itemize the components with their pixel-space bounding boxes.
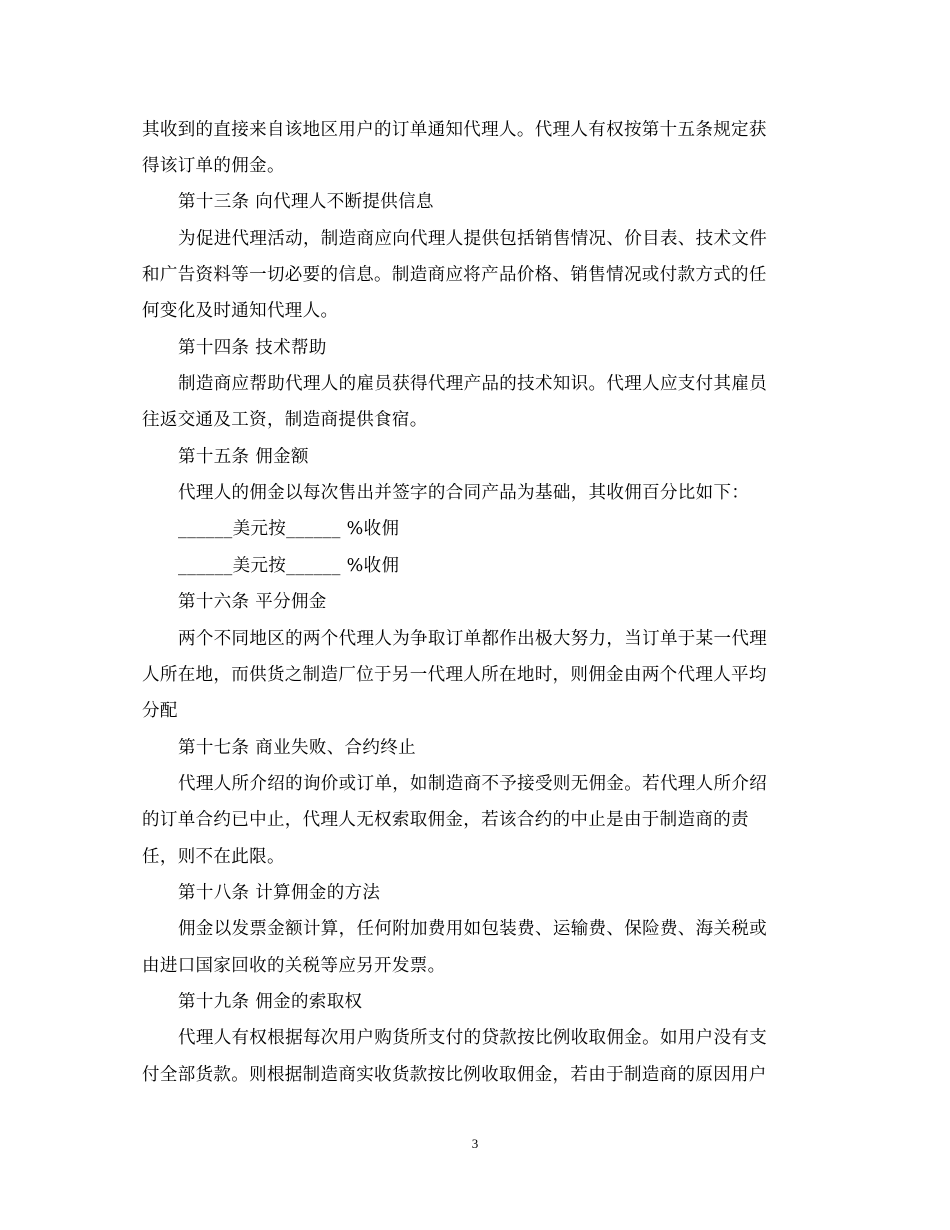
paragraph-line: 代理人所介绍的询价或订单，如制造商不予接受则无佣金。若代理人所介绍	[178, 774, 768, 794]
article-heading: 第十七条 商业失败、合约终止	[178, 738, 416, 758]
paragraph-line: 和广告资料等一切必要的信息。制造商应将产品价格、销售情况或付款方式的任	[142, 265, 767, 285]
paragraph-line: 其收到的直接来自该地区用户的订单通知代理人。代理人有权按第十五条规定获	[142, 120, 767, 140]
paragraph-line: 两个不同地区的两个代理人为争取订单都作出极大努力，当订单于某一代理	[178, 629, 768, 649]
commission-rate-line: ______美元按______ %收佣	[178, 519, 400, 539]
article-heading: 第十四条 技术帮助	[178, 338, 327, 358]
article-heading: 第十三条 向代理人不断提供信息	[178, 192, 434, 212]
commission-rate-line: ______美元按______ %收佣	[178, 556, 400, 576]
article-heading: 第十五条 佣金额	[178, 447, 309, 467]
article-heading: 第十九条 佣金的索取权	[178, 992, 363, 1012]
paragraph-line: 制造商应帮助代理人的雇员获得代理产品的技术知识。代理人应支付其雇员	[178, 374, 768, 394]
article-heading: 第十八条 计算佣金的方法	[178, 883, 381, 903]
paragraph-line: 付全部货款。则根据制造商实收货款按比例收取佣金，若由于制造商的原因用户	[142, 1065, 767, 1085]
paragraph-line: 何变化及时通知代理人。	[142, 301, 339, 321]
paragraph-line: 代理人的佣金以每次售出并签字的合同产品为基础，其收佣百分比如下：	[178, 483, 750, 503]
paragraph-line: 分配	[142, 701, 178, 721]
article-heading: 第十六条 平分佣金	[178, 592, 327, 612]
paragraph-line: 人所在地，而供货之制造厂位于另一代理人所在地时，则佣金由两个代理人平均	[142, 665, 767, 685]
paragraph-line: 由进口国家回收的关税等应另开发票。	[142, 956, 446, 976]
paragraph-line: 得该订单的佣金。	[142, 156, 285, 176]
paragraph-line: 往返交通及工资，制造商提供食宿。	[142, 410, 428, 430]
paragraph-line: 代理人有权根据每次用户购货所支付的贷款按比例收取佣金。如用户没有支	[178, 1028, 768, 1048]
paragraph-line: 佣金以发票金额计算，任何附加费用如包装费、运输费、保险费、海关税或	[178, 919, 768, 939]
paragraph-line: 的订单合约已中止，代理人无权索取佣金，若该合约的中止是由于制造商的责	[142, 810, 749, 830]
paragraph-line: 任，则不在此限。	[142, 847, 285, 867]
paragraph-line: 为促进代理活动，制造商应向代理人提供包括销售情况、价目表、技术文件	[178, 229, 768, 249]
page-number: 3	[471, 1136, 479, 1151]
